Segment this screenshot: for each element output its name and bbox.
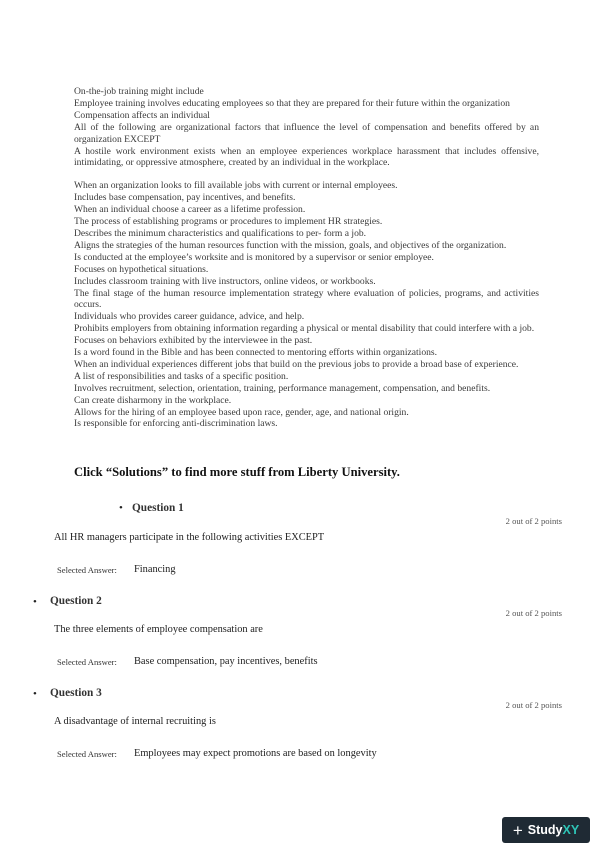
question-title: Question 2 — [50, 595, 102, 607]
term-line: A hostile work environment exists when an employee experiences workplace harassment that includes offensive, intimidating, or oppressive atmosphere, created by an individual in the workplace. — [74, 145, 539, 169]
term-line: Is a word found in the Bible and has been connected to mentoring efforts within organizations. — [74, 347, 438, 359]
term-spacer — [74, 169, 539, 180]
term-line: All of the following are organizational factors that influence the level of compensation and benefits offered by an organization EXCEPT — [74, 121, 539, 145]
bullet-icon: • — [33, 596, 37, 608]
term-line: Compensation affects an individual — [74, 109, 210, 121]
question-text: A disadvantage of internal recruiting is — [54, 716, 216, 727]
question-text: All HR managers participate in the following activities EXCEPT — [54, 532, 325, 543]
selected-answer-label: Selected Answer: — [57, 565, 117, 575]
selected-answer-value: Base compensation, pay incentives, benefits — [134, 656, 318, 667]
bullet-icon: • — [33, 688, 37, 700]
selected-answer-label: Selected Answer: — [57, 749, 117, 759]
term-line: Allows for the hiring of an employee based upon race, gender, age, and national origin. — [74, 406, 409, 418]
terms-list — [74, 86, 539, 430]
term-line: Involves recruitment, selection, orientation, training, performance management, compensation, and benefits. — [74, 382, 491, 394]
term-line: The process of establishing programs or procedures to implement HR strategies. — [74, 216, 383, 228]
studyxy-logo[interactable] — [502, 817, 590, 843]
term-line: On-the-job training might include — [74, 86, 204, 97]
term-line: Describes the minimum characteristics and qualifications to per- form a job. — [74, 227, 367, 239]
term-line: Individuals who provides career guidance, advice, and help. — [74, 311, 305, 323]
selected-answer-value: Employees may expect promotions are based on longevity — [134, 748, 377, 759]
term-line: Focuses on behaviors exhibited by the interviewee in the past. — [74, 335, 313, 347]
term-line: Includes classroom training with live instructors, online videos, or workbooks. — [74, 275, 376, 287]
term-line: Can create disharmony in the workplace. — [74, 394, 232, 406]
term-line: When an individual choose a career as a lifetime profession. — [74, 204, 306, 216]
solutions-cta[interactable]: Click “Solutions” to find more stuff from Liberty University. — [74, 465, 400, 479]
term-line: Focuses on hypothetical situations. — [74, 263, 209, 275]
term-line: A list of responsibilities and tasks of a specific position. — [74, 370, 289, 382]
question-text: The three elements of employee compensation are — [54, 624, 263, 635]
points-badge: 2 out of 2 points — [505, 516, 562, 526]
plus-icon: + — [512, 820, 523, 840]
selected-answer-label: Selected Answer: — [57, 657, 117, 667]
bullet-icon: • — [119, 502, 123, 514]
term-line: Aligns the strategies of the human resources function with the mission, goals, and objectives of the organization. — [74, 239, 507, 251]
question-title: Question 3 — [50, 687, 102, 699]
points-badge: 2 out of 2 points — [505, 608, 562, 618]
term-line: The final stage of the human resource implementation strategy where evaluation of policies, programs, and activities occurs. — [74, 287, 539, 311]
term-line: When an individual experiences different jobs that build on the previous jobs to provide a broad base of experience. — [74, 358, 519, 370]
selected-answer-value: Financing — [134, 564, 176, 575]
logo-brand-accent: XY — [562, 823, 580, 837]
term-line: Prohibits employers from obtaining information regarding a physical or mental disability that could interfere with a job. — [74, 323, 535, 335]
points-badge: 2 out of 2 points — [505, 700, 562, 710]
term-line: Is conducted at the employee’s worksite and is monitored by a supervisor or senior employee. — [74, 251, 434, 263]
logo-brand: Study — [527, 823, 563, 837]
question-title: Question 1 — [132, 502, 184, 514]
term-line: Is responsible for enforcing anti-discrimination laws. — [74, 418, 278, 430]
term-line: Employee training involves educating employees so that they are prepared for their future within the organization — [74, 97, 510, 109]
term-line: Includes base compensation, pay incentives, and benefits. — [74, 192, 296, 204]
term-line: When an organization looks to fill available jobs with current or internal employees. — [74, 180, 398, 192]
